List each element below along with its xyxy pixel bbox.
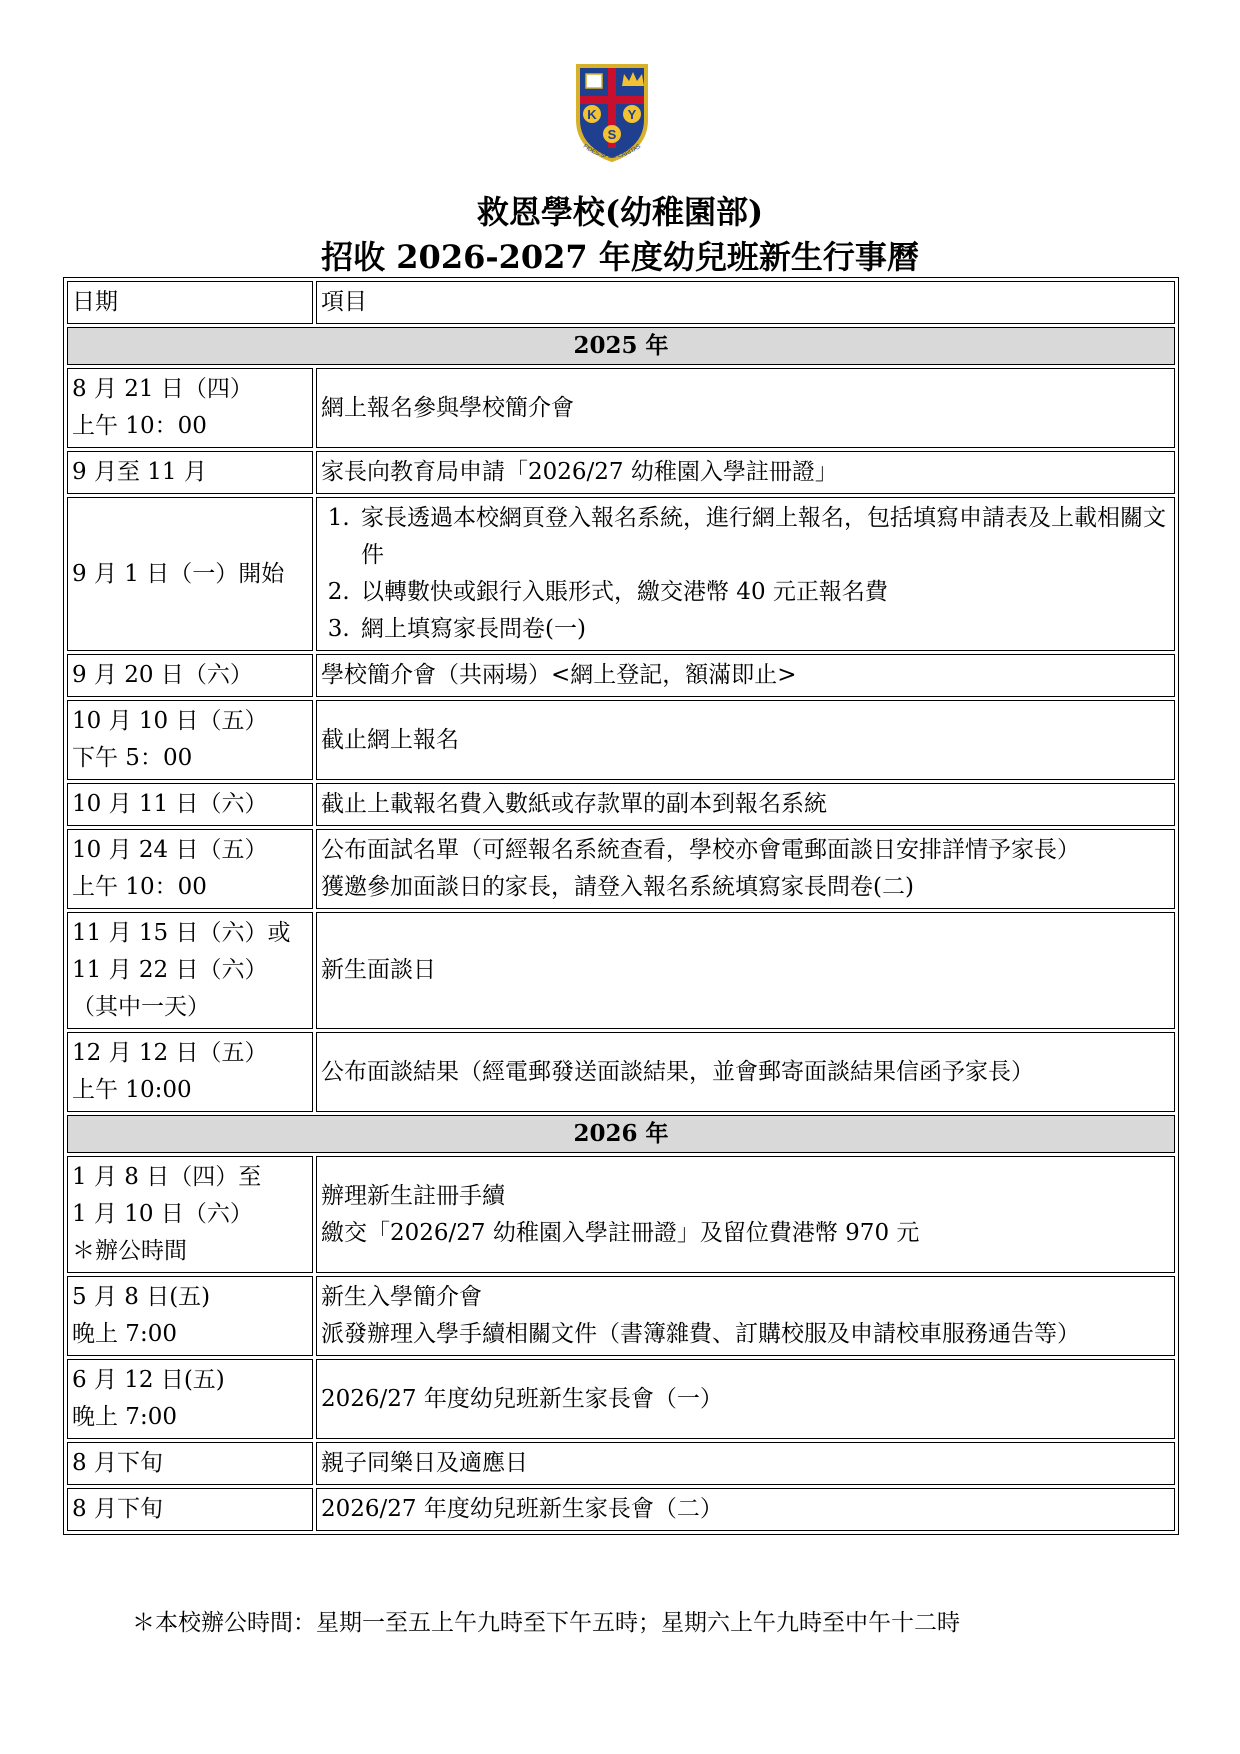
date-cell [67,1488,313,1531]
logo-letter-s: S [607,127,617,142]
date-line: 10 月 10 日（五） [72,708,268,734]
item-list [321,500,1170,648]
item-cell [316,1442,1175,1485]
item-cell [316,1156,1175,1273]
date-line: 1 月 10 日（六） [72,1201,253,1227]
date-line: 11 月 22 日（六） [72,957,268,983]
item-line: 截止網上報名 [321,726,459,753]
list-item: 3. 網上填寫家長問卷(一) [357,611,1170,648]
date-line: 11 月 15 日（六）或 [72,920,291,946]
item-line: 家長向教育局申請「2026/27 幼稚園入學註冊證」 [321,459,838,485]
item-line: 獲邀參加面談日的家長，請登入報名系統填寫家長問卷(二) [321,874,914,900]
date-line: 9 月至 11 月 [72,459,207,485]
item-line: 公布面試名單（可經報名系統查看，學校亦會電郵面談日安排詳情予家長） [321,837,1080,863]
school-crest-logo [572,62,652,164]
date-cell [67,1156,313,1273]
item-line: 新生入學簡介會 [321,1284,482,1310]
year-row-2026 [67,1115,1175,1153]
date-line: 5 月 8 日(五) [72,1284,211,1310]
date-cell [67,783,313,826]
table-row [67,1156,1175,1273]
item-cell [316,1488,1175,1531]
date-cell [67,1442,313,1485]
item-cell [316,368,1175,448]
table-row [67,1488,1175,1531]
item-cell [316,1359,1175,1439]
item-cell [316,497,1175,651]
logo-letter-k: K [587,107,597,122]
year-row-2025 [67,327,1175,365]
office-hours-footnote: ＊本校辦公時間：星期一至五上午九時至下午五時；星期六上午九時至中午十二時 [132,1610,960,1636]
item-line: 學校簡介會（共兩場）<網上登記，額滿即止> [321,662,797,688]
item-cell [316,700,1175,780]
year-heading: 2026 年 [67,1115,1175,1153]
item-cell [316,1276,1175,1356]
item-cell [316,783,1175,826]
logo-motto: FIDES·SPES·CARITAS [581,143,643,161]
table-row [67,1442,1175,1485]
date-line: 9 月 1 日（一）開始 [72,560,285,587]
date-cell [67,912,313,1029]
table-row [67,497,1175,651]
date-line: 6 月 12 日(五) [72,1367,225,1393]
logo-letter-y: Y [627,107,637,122]
date-cell [67,1032,313,1112]
item-line: 派發辦理入學手續相關文件（書簿雜費、訂購校服及申請校車服務通告等） [321,1321,1080,1347]
year-heading: 2025 年 [67,327,1175,365]
table-row [67,1276,1175,1356]
date-line: 晚上 7:00 [72,1321,177,1347]
table-row [67,1359,1175,1439]
date-cell [67,654,313,697]
header-item: 項目 [316,281,1175,324]
date-line: 9 月 20 日（六） [72,662,253,688]
table-row [67,654,1175,697]
table-row [67,451,1175,494]
school-name-title: 救恩學校(幼稚園部) [476,193,764,231]
item-line: 繳交「2026/27 幼稚園入學註冊證」及留位費港幣 970 元 [321,1219,920,1246]
item-cell [316,1032,1175,1112]
date-cell [67,497,313,651]
date-cell [67,700,313,780]
date-line: 1 月 8 日（四）至 [72,1164,262,1190]
item-cell [316,829,1175,909]
table-header-row [67,281,1175,324]
table-row [67,912,1175,1029]
table-row [67,368,1175,448]
item-line: 2026/27 年度幼兒班新生家長會（一） [321,1385,723,1412]
date-line: 10 月 11 日（六） [72,791,268,817]
item-line: 2026/27 年度幼兒班新生家長會（二） [321,1496,723,1522]
date-line: 上午 10：00 [72,874,207,900]
date-line: 8 月下旬 [72,1496,163,1522]
item-line: 親子同樂日及適應日 [321,1450,528,1476]
date-line: 晚上 7:00 [72,1404,177,1430]
date-line: 10 月 24 日（五） [72,837,268,863]
item-line: 辦理新生註冊手續 [321,1182,505,1209]
list-item: 2. 以轉數快或銀行入賬形式，繳交港幣 40 元正報名費 [357,574,1170,611]
table-row [67,783,1175,826]
date-cell [67,368,313,448]
date-line: 8 月下旬 [72,1450,163,1476]
date-line: 12 月 12 日（五） [72,1040,268,1066]
date-line: 上午 10:00 [72,1077,192,1103]
item-cell [316,654,1175,697]
date-cell [67,1276,313,1356]
item-cell [316,912,1175,1029]
list-item: 1. 家長透過本校網頁登入報名系統，進行網上報名，包括填寫申請表及上載相關文件 [357,500,1170,574]
date-cell [67,829,313,909]
date-cell [67,451,313,494]
date-line: （其中一天） [72,994,210,1020]
item-cell [316,451,1175,494]
item-line: 新生面談日 [321,957,436,983]
calendar-title: 招收 2026-2027 年度幼兒班新生行事曆 [321,238,919,276]
item-line: 公布面談結果（經電郵發送面談結果，並會郵寄面談結果信函予家長） [321,1058,1034,1085]
item-line: 網上報名參與學校簡介會 [321,394,574,421]
admission-calendar-table [63,277,1179,1535]
date-line: 下午 5：00 [72,745,193,771]
date-line: 上午 10：00 [72,413,207,439]
date-line: 8 月 21 日（四） [72,376,253,402]
table-row [67,700,1175,780]
header-date: 日期 [67,281,313,324]
item-line: 截止上載報名費入數紙或存款單的副本到報名系統 [321,791,827,817]
date-cell [67,1359,313,1439]
table-row [67,1032,1175,1112]
date-line: ＊辦公時間 [72,1238,187,1264]
table-row [67,829,1175,909]
